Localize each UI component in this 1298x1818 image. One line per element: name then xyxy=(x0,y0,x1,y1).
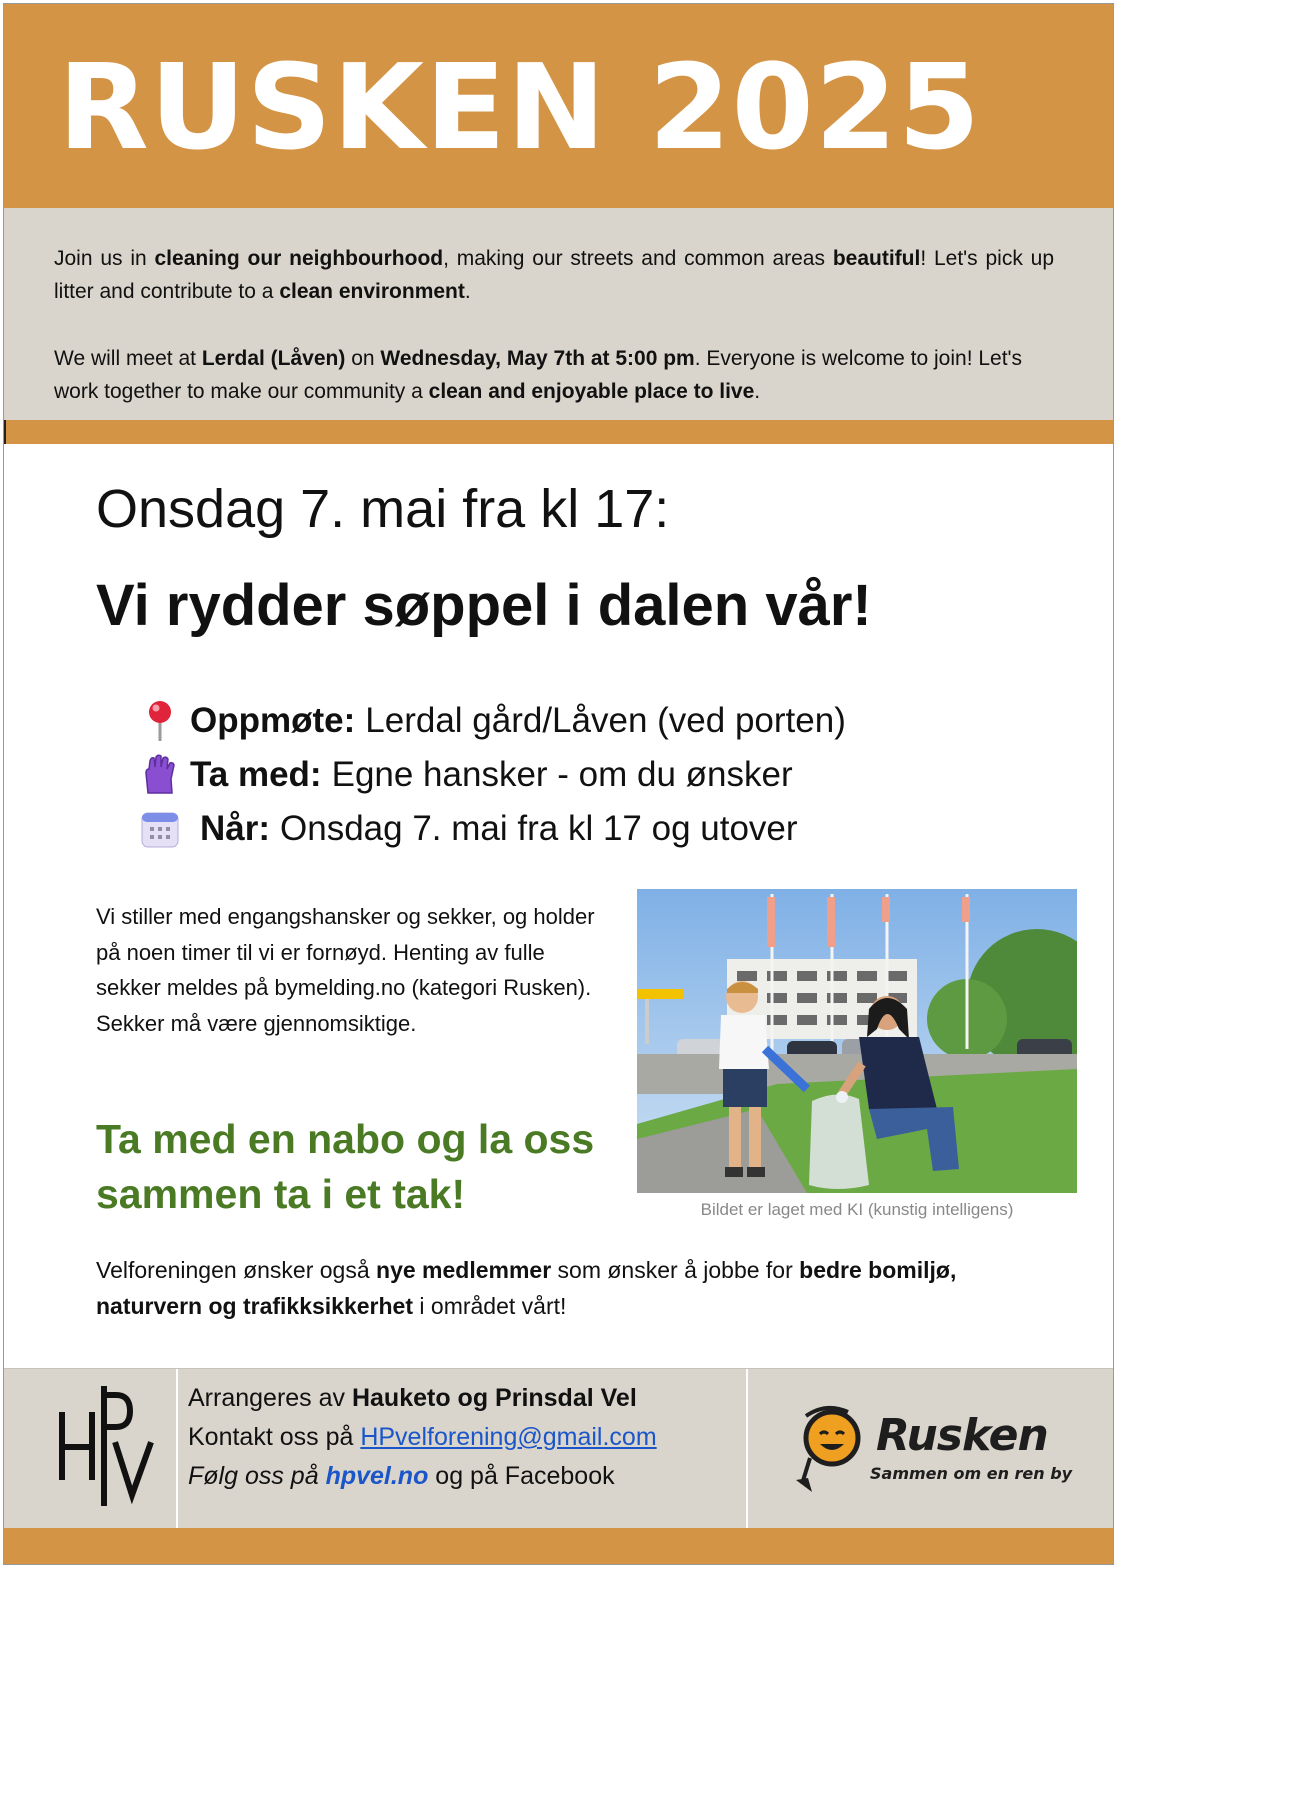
when-value: Onsdag 7. mai fra kl 17 og utover xyxy=(280,809,798,848)
poster-title: RUSKEN 2025 xyxy=(58,38,981,176)
intro-paragraph-1-run: clean environment xyxy=(279,280,465,303)
divider-bar xyxy=(4,420,1113,444)
bottom-bar xyxy=(4,1528,1113,1564)
event-info-list xyxy=(138,694,1038,856)
email-link[interactable]: HPvelforening@gmail.com xyxy=(360,1423,657,1451)
event-date-heading: Onsdag 7. mai fra kl 17: xyxy=(96,479,670,539)
intro-paragraph-2-run: Lerdal (Låven) xyxy=(201,347,346,370)
intro-paragraph-2-run: . xyxy=(754,380,761,403)
meeting-value: Lerdal gård/Låven (ved porten) xyxy=(365,701,846,740)
footer-divider-left xyxy=(176,1369,178,1529)
rusken-logo-tagline: Sammen om en ren by xyxy=(870,1464,1073,1483)
intro-paragraph-1-run: Join us in xyxy=(54,247,155,270)
call-to-action: Ta med en nabo og la oss sammen ta i et tak! xyxy=(96,1116,595,1217)
hpv-logo-mark xyxy=(54,1385,154,1509)
title-banner xyxy=(4,4,1113,208)
membership-appeal xyxy=(96,1252,976,1324)
poster xyxy=(4,4,1113,1564)
intro-paragraph-2-run: Wednesday, May 7th at 5:00 pm xyxy=(380,347,695,370)
organizer-name: Hauketo og Prinsdal Vel xyxy=(351,1384,637,1412)
membership-appeal-run: nye medlemmer xyxy=(376,1257,552,1283)
info-row-bring xyxy=(138,748,1038,802)
bring-label: Ta med: xyxy=(190,755,322,794)
membership-appeal-run: Velforeningen ønsker også xyxy=(96,1257,377,1283)
organizer-prefix: Arrangeres av xyxy=(188,1384,352,1412)
intro-paragraph-1 xyxy=(54,242,1054,308)
photo-caption: Bildet er laget med KI (kunstig intelligens) xyxy=(700,1200,1014,1219)
follow-line xyxy=(188,1457,748,1496)
intro-paragraph-2-run: . Everyone is welcome to join! Let's work together to make our community a xyxy=(54,347,1023,403)
footer-contact-text xyxy=(188,1379,748,1496)
follow-prefix: Følg oss på xyxy=(188,1462,326,1490)
info-row-when xyxy=(138,802,1038,856)
rusken-logo-word: Rusken xyxy=(876,1410,1048,1461)
practical-info-text: Vi stiller med engangshansker og sekker, og holder på noen timer til vi er fornøyd. Henting av fulle sekker meldes på bymelding.no (kategori Rusken). Sekker må være gjennomsiktige. xyxy=(96,904,595,1036)
rusken-mascot-icon xyxy=(796,1404,876,1494)
intro-paragraph-1-run: . xyxy=(464,280,471,303)
intro-paragraph-2-run: We will meet at xyxy=(54,347,202,370)
website-link[interactable]: hpvel.no xyxy=(325,1462,429,1490)
intro-paragraph-2-run: clean and enjoyable place to live xyxy=(428,380,755,403)
bring-value: Egne hansker - om du ønsker xyxy=(331,755,793,794)
intro-paragraph-1-run: beautiful xyxy=(832,247,921,270)
calendar-icon xyxy=(138,807,190,851)
membership-appeal-run: i området vårt! xyxy=(413,1293,567,1319)
info-row-meeting xyxy=(138,694,1038,748)
event-headline: Vi rydder søppel i dalen vår! xyxy=(96,573,872,638)
pin-icon xyxy=(138,699,190,743)
when-label: Når: xyxy=(200,809,271,848)
hpv-logo xyxy=(54,1385,154,1509)
glove-icon xyxy=(138,753,190,797)
intro-paragraph-1-run: , making our streets and common areas xyxy=(443,247,833,270)
follow-suffix: og på Facebook xyxy=(428,1462,615,1490)
contact-prefix: Kontakt oss på xyxy=(188,1423,361,1451)
organizer-line xyxy=(188,1379,748,1418)
membership-appeal-run: som ønsker å jobbe for xyxy=(551,1257,800,1283)
intro-panel xyxy=(4,208,1113,420)
intro-paragraph-2-run: on xyxy=(345,347,381,370)
membership-appeal-run: bedre bomiljø, naturvern og trafikksikkerhet xyxy=(96,1257,957,1319)
intro-paragraph-2 xyxy=(54,342,1054,408)
cleanup-photo xyxy=(637,889,1077,1193)
intro-paragraph-1-run: ! Let's pick up litter and contribute to a xyxy=(54,247,1054,303)
rusken-logo xyxy=(796,1404,1073,1494)
intro-paragraph-1-run: cleaning our neighbourhood xyxy=(154,247,444,270)
meeting-label: Oppmøte: xyxy=(190,701,356,740)
contact-line xyxy=(188,1418,748,1457)
